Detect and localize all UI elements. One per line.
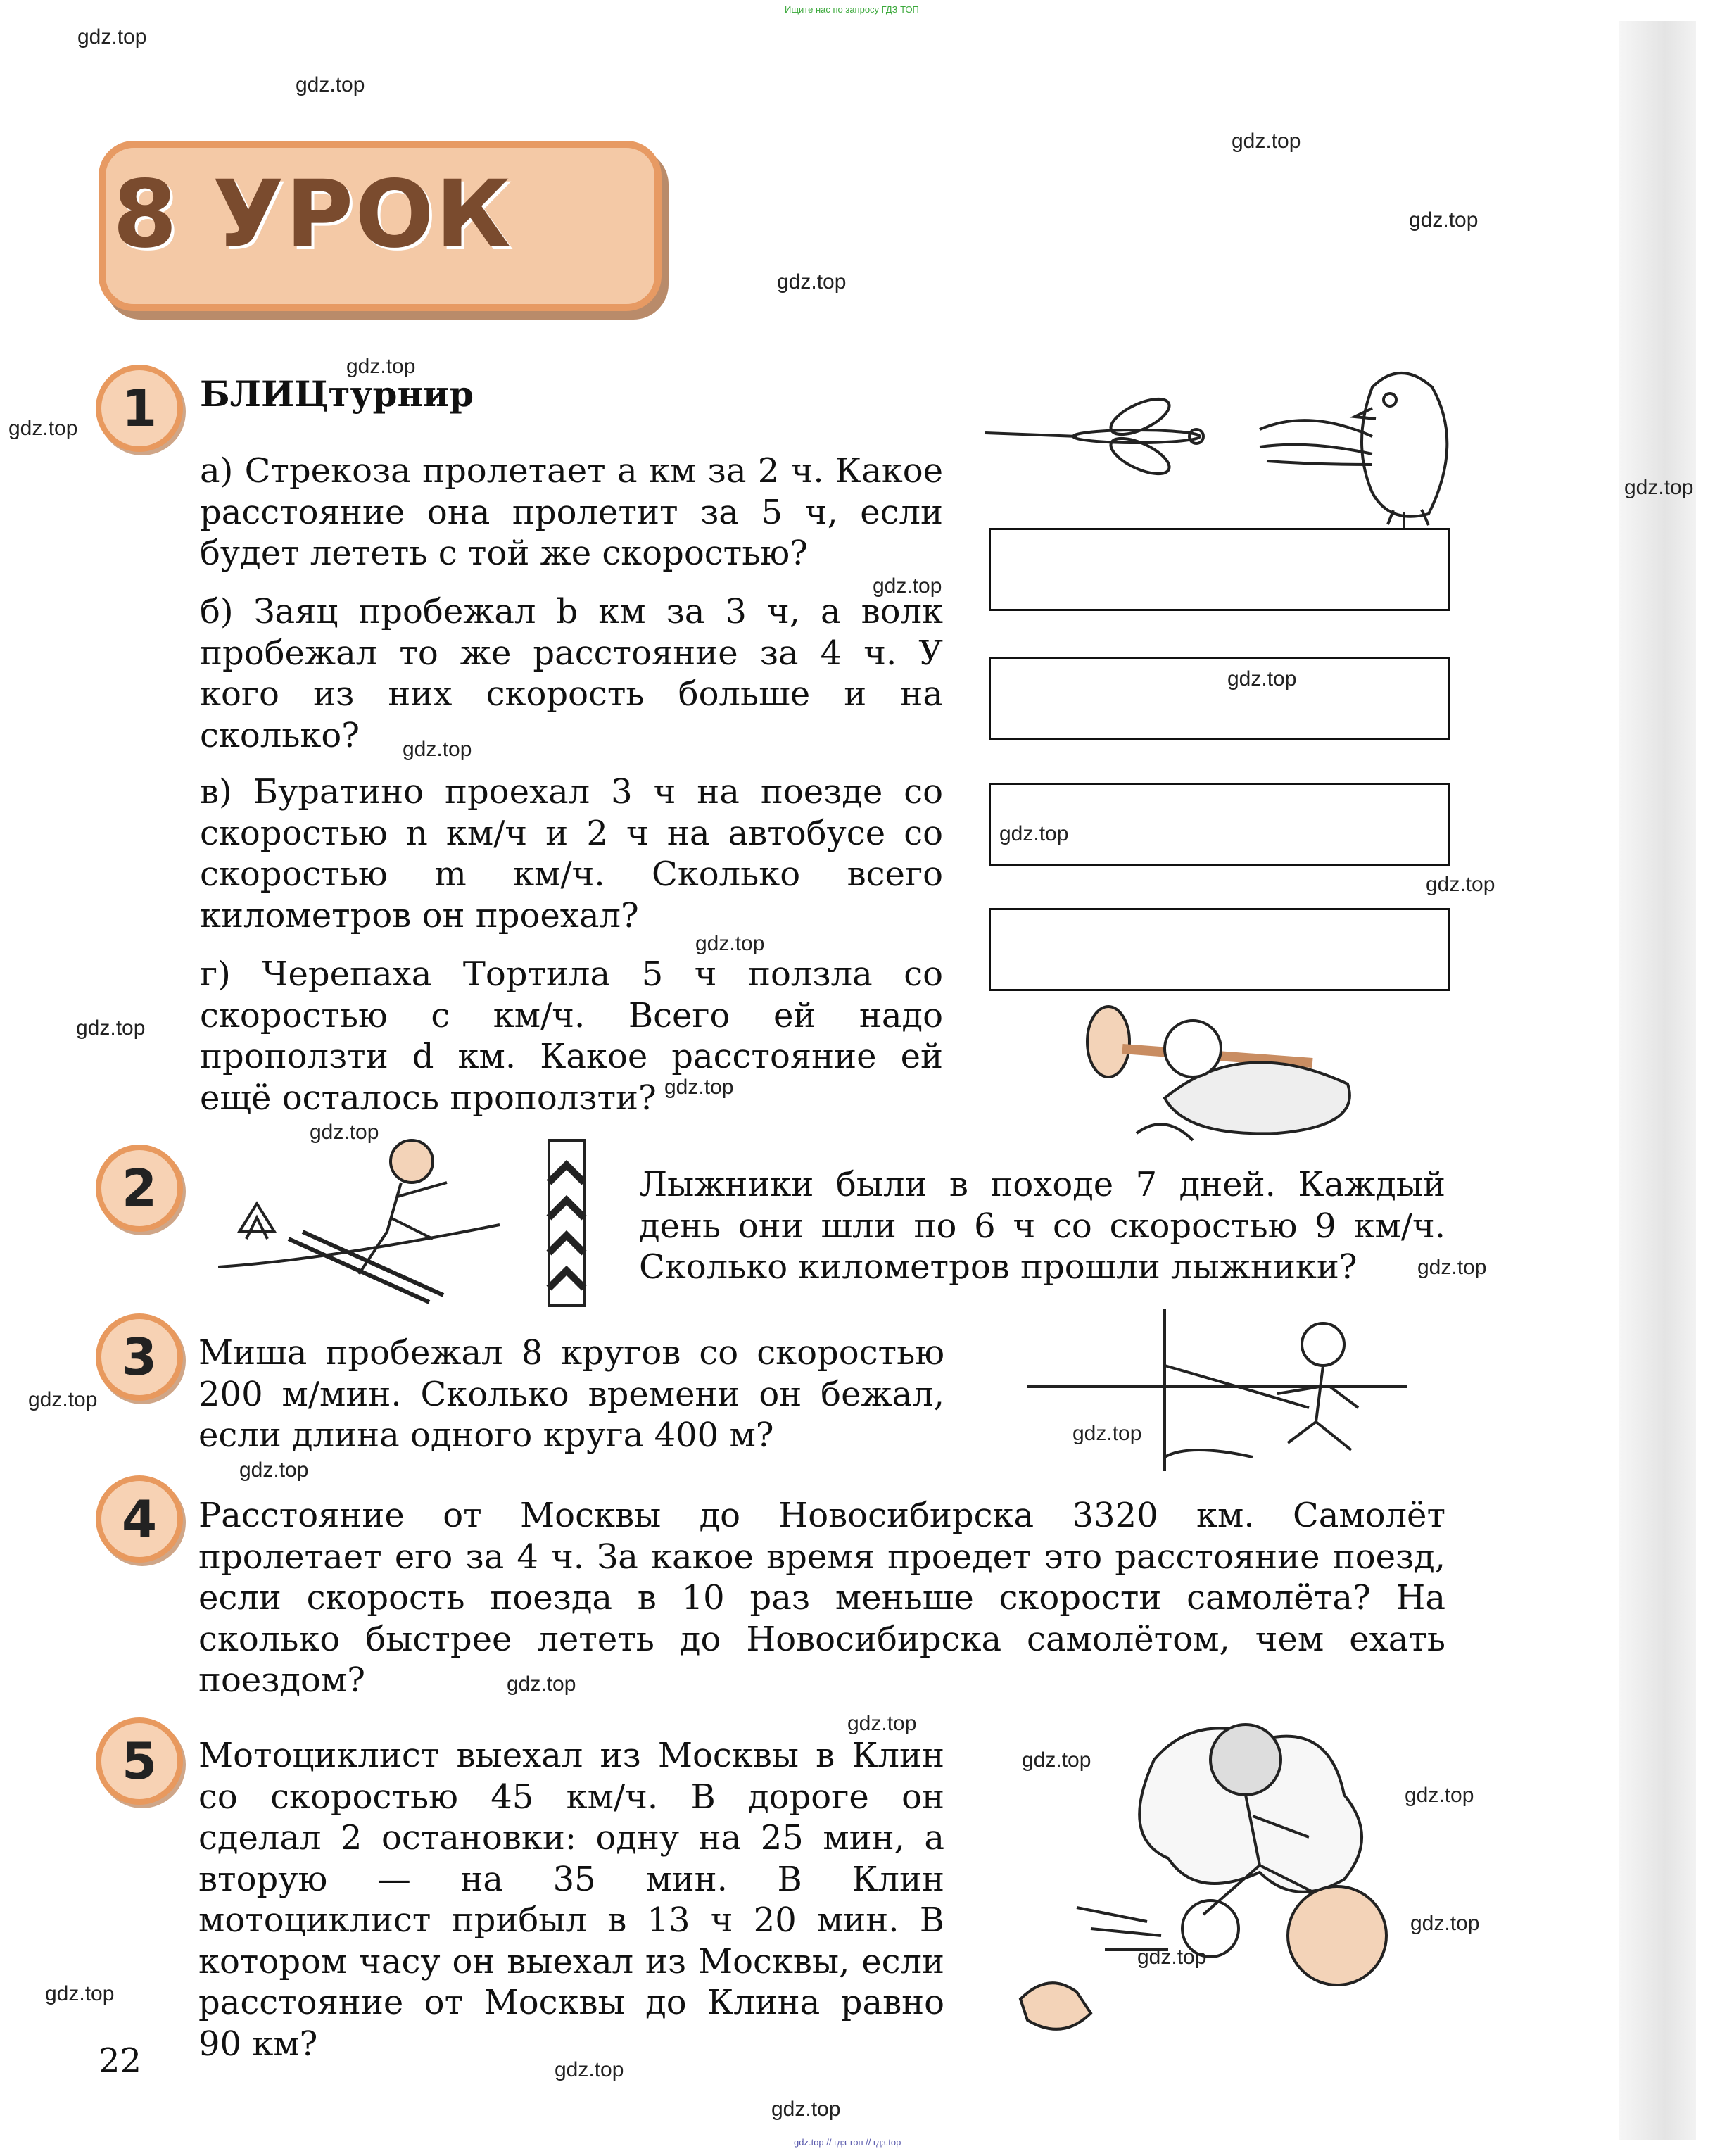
watermark: gdz.top <box>77 25 147 49</box>
turtle-illustration <box>1080 992 1432 1154</box>
answer-box-d[interactable] <box>989 908 1450 991</box>
task-3-number-badge: 3 <box>96 1313 183 1401</box>
watermark: gdz.top <box>296 73 365 96</box>
task-1-number-badge: 1 <box>96 365 183 452</box>
watermark: gdz.top <box>1232 130 1301 153</box>
lesson-title: 8 УРОК <box>113 160 513 269</box>
watermark: gdz.top <box>1022 1748 1091 1772</box>
bottom-note: gdz.top // гдз топ // гдз.top <box>794 2137 901 2148</box>
watermark: gdz.top <box>999 822 1069 845</box>
watermark: gdz.top <box>695 932 765 955</box>
watermark: gdz.top <box>555 2058 624 2081</box>
task-1d-text: г) Черепаха Тортила 5 ч ползла со скоростью c км/ч. Всего ей надо проползти d км. Какое расстояние ей ещё осталось проползти? <box>200 954 943 1118</box>
watermark: gdz.top <box>1409 208 1479 232</box>
answer-box-b[interactable] <box>989 657 1450 740</box>
watermark: gdz.top <box>777 270 847 294</box>
answer-box-a[interactable] <box>989 528 1450 611</box>
task-4-number-badge: 4 <box>96 1475 183 1563</box>
watermark: gdz.top <box>28 1388 98 1411</box>
top-note: Ищите нас по запросу ГДЗ ТОП <box>785 4 919 15</box>
watermark: gdz.top <box>346 355 416 378</box>
watermark: gdz.top <box>403 738 472 761</box>
watermark: gdz.top <box>76 1016 146 1040</box>
dragonfly-string <box>985 433 1077 436</box>
watermark: gdz.top <box>507 1672 576 1696</box>
task-3-text: Миша пробежал 8 кругов со скоростью 200 м/мин. Сколько времени он бежал, если длина одного круга 400 м? <box>198 1333 944 1455</box>
task-1b-text: б) Заяц пробежал b км за 3 ч, а волк пробежал то же расстояние за 4 ч. У кого из них скорость больше и на сколько? <box>200 592 943 755</box>
book-spine-shadow <box>1619 21 1696 2140</box>
watermark: gdz.top <box>1227 667 1297 691</box>
watermark: gdz.top <box>239 1458 309 1482</box>
watermark: gdz.top <box>1410 1912 1480 1935</box>
watermark: gdz.top <box>847 1712 917 1735</box>
page-number: 22 <box>99 2041 142 2081</box>
key-bow <box>1087 1007 1129 1077</box>
task-1a-text: а) Стрекоза пролетает a км за 2 ч. Какое расстояние она пролетит за 5 ч, если будет лететь с той же скоростью? <box>200 451 943 573</box>
owl-body <box>1362 373 1447 517</box>
watermark: gdz.top <box>1624 476 1694 499</box>
motorcyclist-illustration <box>1013 1696 1450 2034</box>
task-5-text: Мотоциклист выехал из Москвы в Клин со скоростью 45 км/ч. В дороге он сделал 2 остановки: одну на 25 мин, а вторую — на 35 мин. В Клин мотоциклист прибыл в 13 ч 20 мин. В котором часу он выехал из Москвы, если расстояние от Москвы до Клина равно 90 км? <box>198 1736 944 2064</box>
watermark: gdz.top <box>1072 1422 1142 1445</box>
watermark: gdz.top <box>873 574 942 598</box>
watermark: gdz.top <box>771 2098 841 2121</box>
task-2-text: Лыжники были в походе 7 дней. Каждый день они шли по 6 ч со скоростью 9 км/ч. Сколько километров прошли лыжники? <box>639 1165 1445 1287</box>
watermark: gdz.top <box>1417 1256 1487 1279</box>
watermark: gdz.top <box>45 1982 115 2005</box>
watermark: gdz.top <box>664 1076 734 1099</box>
watermark: gdz.top <box>8 417 78 440</box>
watermark: gdz.top <box>310 1121 379 1144</box>
watermark: gdz.top <box>1137 1946 1207 1969</box>
task-4-text: Расстояние от Москвы до Новосибирска 3320 км. Самолёт пролетает его за 4 ч. За какое время проедет это расстояние поезд, если скорость поезда в 10 раз меньше скорости самолёта? На сколько быстрее лететь до Новосибирска самолётом, чем ехать поездом? <box>198 1496 1445 1700</box>
skier-illustration <box>218 1126 619 1316</box>
watermark: gdz.top <box>1426 873 1495 896</box>
runner-illustration <box>1027 1295 1422 1478</box>
task-5-number-badge: 5 <box>96 1717 183 1805</box>
task-2-number-badge: 2 <box>96 1145 183 1232</box>
watermark: gdz.top <box>1405 1784 1474 1807</box>
dragonfly-owl-illustration <box>978 359 1471 535</box>
task-1c-text: в) Буратино проехал 3 ч на поезде со скоростью n км/ч и 2 ч на автобусе со скоростью m км/ч. Сколько всего километров он проехал? <box>200 772 943 935</box>
task-1-heading: БЛИЦтурнир <box>200 373 474 415</box>
